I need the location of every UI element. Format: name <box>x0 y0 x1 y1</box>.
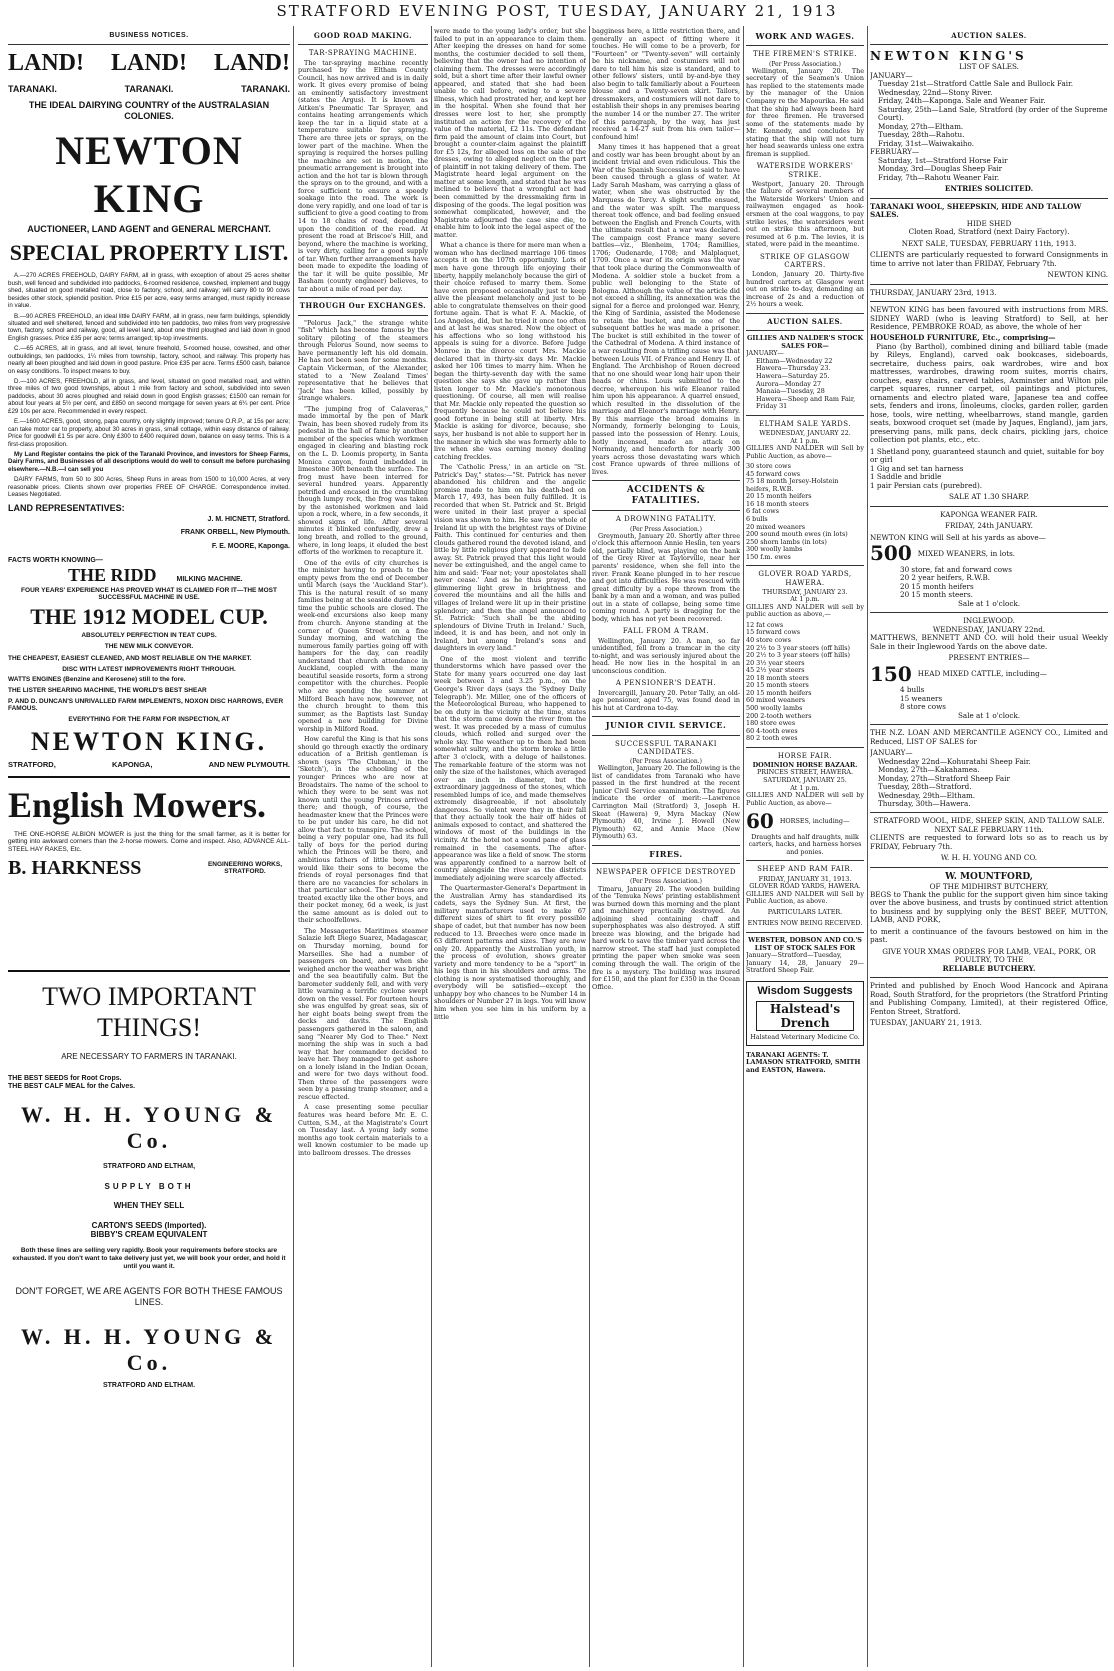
article-paragraph: Many times it has happened that a great and costly war has been brought about by an incident trivial and even ridiculous. This the War of the Spanish Succession is said to have been caused through a glass of water. At Lady Sarah Masham, was carrying a glass of water, when she was obstructed by the Marquess de Torcy. A slight scuffle ensued, and the water was spilt. The marquess thereat took offence, and bad feeling ensued between the English and French Courts, with the ultimate result that a war was declared. The campaign cost France many severe battles—viz., Blenheim, 1704; Ramillies, 1706; Oudenarde, 1708; and Malplaquet, 1709. Once a war of its origin was the war that took place during the Commonwealth of Modena. A soldier stole a bucket from a public well belonging to the State of Bologna. Although the value of the article did not exceed a shilling, its annexation was the signal for a fierce and prolonged war. Henry, the King of Sardinia, assisted the Modenese to retain the bucket, and in one of the subsequent battles he was made a prisoner. The bucket is still exhibited in the tower of the Cathedral of Modena. A third instance of a war resulting from a trifling cause was that between Louis VII. of France and Henry II. of England. The Archbishop of Rouen decreed that no one should wear long hair upon their heads or chins. Louis submitted to the decree, whereupon his wife Eleanor railed him upon his appearance. A quarrel ensued, which resulted in the dissolution of the marriage and Eleanor's marriage with Henry. By this marriage the broad domains in Normandy, formerly belonging to Louis, passed into the possession of Henry. Louis, hotly incensed, made an attack on Normandy, and henceforth for nearly 300 years across those devastating wars which cost France upwards of three millions of lives. <box>592 143 740 476</box>
when-they-sell: WHEN THEY SELL <box>113 1201 185 1211</box>
carton: CARTON'S SEEDS (Imported). <box>91 1220 207 1230</box>
two-things-sub: ARE NECESSARY TO FARMERS IN TARANAKI. <box>61 1051 237 1061</box>
land-register: My Land Register contains the pick of the Taranaki Province, and investors for Sheep Farms, Dairy Farms, and Businesses of all descriptions would do well to consult me before purchasing elsewhere.—N.B.—I can sell you <box>8 450 290 473</box>
list-item: 250 shorn lambs (in lots) <box>746 537 827 546</box>
yard-title: ELTHAM SALE YARDS. <box>758 419 852 428</box>
article-paragraph: Timaru, January 20. The wooden building of the 'Temuka News' printing establishment was burned down this morning and the plant and machinery practically destroyed. An adjoining shed containing chaff and superphosphates was also destroyed. A stiff breeze was blowing, and the brigade had hard work to save the timber yard across the narrow street. The staff had just completed printing the paper when smoke was seen coming through the wall. The origin of the fire is a mystery. The building was insured for £150, and the plant for £350 in the Ocean Office. <box>592 884 740 991</box>
young-location-2: STRATFORD AND ELTHAM. <box>102 1381 196 1389</box>
list-item: 20 3½ year steers <box>746 658 805 667</box>
press-credit: (Per Press Association.) <box>630 525 702 533</box>
list-item: Aurora—Monday 27 <box>756 379 822 388</box>
everything: EVERYTHING FOR THE FARM FOR INSPECTION, AT <box>68 716 230 724</box>
list-item: Wednesday 22nd—Kohuratahi Sheep Fair. <box>878 756 1031 766</box>
sale-date: WEDNESDAY, JANUARY 22. <box>759 428 851 437</box>
article-paragraph: A case presenting some peculiar features was heard before Mr. E. C. Cutten, S.M., at the Magistrate's Court on Tuesday last. A young lady some months ago took certain materials to a well known costumier to be made up into ballroom dresses. The dresses <box>298 1103 428 1157</box>
mowers-title: English Mowers. <box>8 785 267 826</box>
article-subtitle: A DROWNING FATALITY. <box>615 515 717 524</box>
horses-count: 60 <box>746 809 774 834</box>
bibby: BIBBY'S CREAM EQUIVALENT <box>90 1230 208 1240</box>
halstead-title: Halstead's Drench <box>756 1001 854 1031</box>
list-item: Friday, 7th—Rahotu Weaner Fair. <box>878 172 1000 182</box>
month-label: JANUARY— <box>870 70 913 80</box>
taranaki-line: TARANAKI. TARANAKI. TARANAKI. <box>8 83 290 94</box>
agents: TARANAKI AGENTS: T. LAMASON STRATFORD, SMITH and EASTON, Hawera. <box>746 1050 861 1074</box>
auction-notice: GILLIES AND NALDER will Sell by Public Auction, as above. <box>746 889 864 906</box>
list-item: 60 4-tooth ewes <box>746 726 798 735</box>
list-item: 30 store cows <box>746 462 791 471</box>
list-item: Hawera—Sheep and Ram Fair, Friday 31 <box>756 394 856 411</box>
article-title: THROUGH Our EXCHANGES. <box>299 301 427 311</box>
list-item: Tuesday, 28th—Stratford. <box>878 782 972 792</box>
lot: 1 Shetland pony, guaranteed staunch and quiet, suitable for boy or girl <box>870 446 1105 465</box>
column-accidents <box>592 28 740 1665</box>
street: PRINCES STREET, HAWERA. <box>757 768 853 777</box>
list-item: 20 15 month heifers <box>746 492 812 501</box>
duncan: P. AND D. DUNCAN'S UNRIVALLED FARM IMPLEMENTS, NOXON DISC HARROWS, EVER FAMOUS. <box>8 697 284 713</box>
list-item: 75 18 month Jersey-Holstein heifers, R.W.B. <box>746 477 839 493</box>
list-of-sales: LIST OF SALES. <box>959 62 1019 72</box>
wool-title: STRATFORD WOOL, HIDE, SHEEP SKIN, AND TALLOW SALE. <box>873 816 1105 826</box>
weaners-count: 500 <box>870 541 912 566</box>
rep: J. M. HICNETT, Stratford. <box>207 516 290 524</box>
signature: W. H. H. YOUNG AND CO. <box>940 853 1038 863</box>
supply-both: SUPPLY BOTH <box>104 1181 194 1191</box>
cheapest: THE CHEAPEST, EASIEST CLEANED, AND MOST RELIABLE ON THE MARKET. <box>8 655 252 663</box>
list-item: 6 bulls <box>746 514 768 523</box>
gillies-heading: GILLIES AND NALDER'S STOCK SALES FOR— <box>746 334 864 350</box>
auction-notice: GILLIES AND NALDER will sell by Public Auction, as above— <box>746 791 864 807</box>
column-rule <box>431 26 432 1667</box>
list-item: Tuesday, 28th—Rahotu. <box>878 130 965 140</box>
facts-heading: FACTS WORTH KNOWING— <box>8 557 103 565</box>
fair-title: KAPONGA WEANER FAIR. <box>940 509 1038 519</box>
article-subtitle: A PENSIONER'S DEATH. <box>615 679 717 688</box>
webster: WEBSTER, DOBSON AND CO.'S LIST OF STOCK SALES FOR <box>748 935 862 952</box>
furniture-title: HOUSEHOLD FURNITURE, Etc., comprising— <box>870 333 1056 343</box>
month-label: JANUARY— <box>870 748 913 758</box>
milk-conveyor: THE NEW MILK CONVEYOR. <box>104 643 194 651</box>
horses-label: HORSES, including— <box>779 817 850 826</box>
list-item: Monday, 3rd—Douglas Sheep Fair <box>878 164 1003 174</box>
mountford: W. MOUNTFORD, <box>945 871 1033 882</box>
draughts: Draughts and half draughts, milk carters, hacks, and harness horses and ponies. <box>748 832 862 856</box>
list-item: 80 2 tooth ewes <box>746 734 798 743</box>
xmas: GIVE YOUR XMAS ORDERS FOR LAMB, VEAL, PORK, OR POULTRY, TO THE <box>882 946 1096 965</box>
lot: 1 Saddle and bridle <box>870 472 942 482</box>
entries-solicited: ENTRIES SOLICITED. <box>944 184 1034 194</box>
article-subtitle: STRIKE OF GLASGOW CARTERS. <box>759 252 850 269</box>
list-item: Friday, 31st—Waiwakaiho. <box>878 138 975 148</box>
merit: to merit a continuance of the favours bestowed on him in the past. <box>870 926 1108 945</box>
month-label: JANUARY— <box>746 349 784 358</box>
list-item: 15 weaners <box>900 693 943 703</box>
sale-time: At 1 p.m. <box>790 436 820 445</box>
article-paragraph: Wellington, January 20. The following is the list of candidates from Taranaki who have passed in the first hundred at the recent Junior Civil Service examination. The figures indicate the order of merit:—Lawrence Carrington Mail (Stratford) 3, Joseph H. Skeat (Hawera) 9, Myra Mackay (New Plymouth) 40, Irvine J. Howell (New Plymouth) 62, and Annie Mace (New Plymouth) 63. <box>592 764 740 841</box>
list-item: 20 mixed weaners <box>746 522 806 531</box>
imprint-date: TUESDAY, JANUARY 21, 1913. <box>870 1018 982 1028</box>
list-title: SPECIAL PROPERTY LIST. <box>9 240 289 266</box>
ridd-subtitle: MILKING MACHINE. <box>176 576 243 584</box>
nz-loan: THE N.Z. LOAN AND MERCANTILE AGENCY CO., Limited and Reduced, LIST OF SALES for <box>870 728 1108 746</box>
press-credit: (Per Press Association.) <box>630 758 702 766</box>
sale-time: Sale at 1 o'clock. <box>958 598 1020 608</box>
article-paragraph: What a chance is there for mere man when a woman who has declined marriage 106 times accepts it on the 107th opportunity. Lots of men have gone through life enjoying their liberty, happily melancholy because the girl of their choice refused to marry them. Some have even proposed occasionally just to keep alive the pleasant melancholy and just to be able to congratulate themselves on their good fortune again. That is what F. A. Mackie, of Los Angeles, did, but he tried it once too often and at last he was snared. Now the object of his affections who so long withstood his appeals is suing for a divorce. Before Judge Monroe in the divorce court Mrs. Mackie declared that in thirty-six days Mr. Mackie asked her 106 times to marry him. When he began the thirty-seventh day with the same question she says she gave up rather than listen longer to Mr. Mackie's monotonous questioning. Of course, all men will realise that Mr. Mackie only repeated the question so frequently because he could not believe his good fortune in being still at liberty. Mrs. Mackie is asking for divorce, because, she says, her husband is not able to support her in the manner in which she was formerly able to live when she was earning money dealing catching freckles. <box>434 241 586 461</box>
sale-date: FRIDAY, 24th JANUARY. <box>945 521 1033 531</box>
list-item: 20 2 year heifers, R.W.B. <box>900 573 991 583</box>
firm-subtitle: AUCTIONEER, LAND AGENT and GENERAL MERCHANT. <box>27 223 271 234</box>
article-paragraph: Wellington, January 20. A man, so far unidentified, fell from a tramcar in the city to-night, and was seriously injured about the head. He now lies in the hospital in an unconscious condition. <box>592 636 740 675</box>
ridd-claim: FOUR YEARS' EXPERIENCE HAS PROVED WHAT IS CLAIMED FOR IT—THE MOST SUCCESSFUL MACHINE IN USE. <box>21 586 277 602</box>
furniture-list: Piano (by Barthol), combined dining and billiard table (made by Rileys, England), carved oak bookcases, sideboards, secretaire, duchess pairs, oak wardrobes, wire and box mattresses, wardrobes, drawing room suites, morris chairs, couches, easy chairs, carved tables, Axminster and Wilton pile carpet squares, runner carpet, oil paintings and pictures, ornaments and electro plated ware, Japanese tea and coffee sets, fenders and irons, linoleums, clocks, garden roller, garden hose, tools, wire netting, wheelbarrows, stand mangle, garden seats, boxwood croquet set (made by Jaques, England), jam jars, preserving pans, milk pans, deck chairs, pickling jars, choice collection pot plants, etc., etc. <box>870 341 1108 445</box>
lot: 1 Gig and set tan harness <box>870 463 964 473</box>
list-item: 12 fat cows <box>746 620 784 629</box>
section-heading: AUCTION SALES. <box>951 31 1027 40</box>
list-item: Monday, 27th—Kakahamea. <box>878 765 980 775</box>
auction-notice: GILLIES AND NALDER will sell by public auction as above,— <box>746 602 864 619</box>
list-item: 4 bulls <box>900 685 925 695</box>
lines-text: Both these lines are selling very rapidly. Book your requirements before stocks are exhausted. If you don't want to take delivery just yet, we will book your order, and hold it until you want it. <box>12 1247 286 1270</box>
list-item: 15 forward cows <box>746 628 801 637</box>
list-item: 16 18 month steers <box>746 499 809 508</box>
sales-list <box>746 358 864 411</box>
article-subtitle: FALL FROM A TRAM. <box>622 627 710 636</box>
stock-list <box>870 686 1108 711</box>
instructions: NEWTON KING has been favoured with instructions from MRS. SIDNEY WARD (who is leaving Stratford) to Sell, at her Residence, PEMBROKE ROAD, as above, the whole of her <box>870 305 1108 331</box>
list-item: Eltham—Wednesday 22 <box>756 356 833 365</box>
article-paragraph: "Pelorus Jack," the strange white "fish" which has become famous by the solitary piloting of the steamers through Pelorus Sound, now seems to have permanently left his old domain. He has not been seen for some months. Captain Vickerman, of the Alexander, stated to a 'New Zealand Times' representative that he believes that 'Jack' has been killed, possibly by strange whalers. <box>298 318 428 403</box>
tagline: THE IDEAL DAIRYING COUNTRY of the AUSTRALASIAN COLONIES. <box>28 100 270 121</box>
bazaar: DOMINION HORSE BAZAAR. <box>752 760 858 769</box>
list-item: Friday, 24th—Kaponga. Sale and Weaner Fair. <box>878 96 1046 106</box>
list-item: 300 woolly lambs <box>746 545 803 554</box>
list-item: 500 woolly lambs <box>746 703 803 712</box>
list-item: Hawera—Thursday 23. <box>756 364 831 373</box>
wool-title: TARANAKI WOOL, SHEEPSKIN, HIDE AND TALLOW SALES. <box>870 201 1082 220</box>
cloten-road: Cloten Road, Stratford (next Dairy Factory). <box>908 227 1070 237</box>
column-rule <box>743 26 744 1667</box>
cattle-count: 150 <box>870 661 912 686</box>
list-item: 20 2½ to 3 year steers (off hills) <box>746 651 850 660</box>
masthead: STRATFORD EVENING POST, TUESDAY, JANUARY 21, 1913 <box>276 2 838 20</box>
harkness: B. HARKNESS <box>8 856 142 879</box>
clients-notice: CLIENTS are particularly requested to forward Consignments in time to arrive not later than FRIDAY, February 7th. <box>870 250 1108 268</box>
list-item: 200 2-tooth wethers <box>746 711 812 720</box>
list-item: Wednesday, 22nd—Stony River. <box>878 87 993 97</box>
list-item: 6 fat cows <box>746 507 780 516</box>
list-item: 45 2½ year steers <box>746 666 805 675</box>
article-paragraph: Greymouth, January 20. Shortly after three o'clock this afternoon Annie Heslin, ten years old, partially blind, was playing on the bank of the Grey River at Taylorville, near her parents' residence, when she fell into the river. Frank Keane plunged in to her rescue and got into difficulties. He was rescued with great difficulty by a rope thrown from the bank by a man and a woman, and was pulled out in a state of collapse, being some time coming round. A party is dragging for the body, which has not yet been recovered. <box>592 531 740 623</box>
article-subtitle: THE FIREMEN'S STRIKE. <box>752 50 858 59</box>
list-item: 60 mixed weaners <box>746 696 806 705</box>
sale-date: THURSDAY, JANUARY 23. <box>762 587 848 596</box>
article-paragraph: The Quartermaster-General's Department in the Australian Army has standardised its cadets, says the Sydney Sun. At first, the military manufacturers used to make 67 different sizes of shirt to fit every possible shape of cadet, but that number has now been reduced to 13. Breeches were once made in 63 different patterns and sizes. They are now only 20. Apparently the Australian youth, in the process of evolution, shows greater variety and more tendency to be a "sport" in his legs than in his shoulders and arms. The clothing is now systematised thoroughly, and everybody will be satisfied—except the unhappy boy who chances to be Number 14 in shoulders or Number 27 in legs. You will know him when you see him in his uniform by a little <box>434 884 586 1021</box>
weaners-label: MIXED WEANERS, in lots. <box>917 548 1016 558</box>
list-item: 20 15 month heifers <box>746 688 812 697</box>
list-item: 20 15 month steers <box>746 681 809 690</box>
article-paragraph: Wellington, January 20. The secretary of the Seamen's Union has replied to the statements made by the manager of the Union Company re the Mapourika. He said that the ship had always been hard for three firemen. He traversed some of the statements made by Mr. Kennedy, and concludes by stating that the ship will not turn her head seawards unless one extra fireman is supplied. <box>746 66 864 158</box>
stock-list <box>746 463 864 561</box>
article-title: WORK AND WAGES. <box>755 31 855 41</box>
young-title-2: W. H. H. YOUNG & Co. <box>20 1323 278 1375</box>
article-title: ACCIDENTS & FATALITIES. <box>626 485 706 506</box>
article-paragraph: The tar-spraying machine recently purchased by the Eltham County Council, has now arrived and is in daily work. It gives every promise of being an eminently satisfactory investment (states the Argus). It is known as Aitken's Pneumatic Tar Sprayer, and contains heating arrangements which keep the tar in a liquid state at a temperature suitable for spraying. There are three jets or sprays, on the lower part of the machine. When the spraying is required the horses pulling the machine are set in motion, the pneumatic arrangement is brought into action and the hot tar is blown through the sprays on to the ground, and with a force sufficient to ensure a speedy soakage into the road. The work is done very rapidly, and one load of tar is sufficient to give a good coating to from 14 to 18 chains of road, depending upon the condition of the road. At present the road at Briscoe's Hill, and beyond, where the machine is working, is very dirty, calling for a good supply of tar. When further arrangements have been made to expedite the loading of the tar it will be quite possible, Mr Basham (county engineer) believes, to tar about a mile of road per day. <box>298 58 428 293</box>
article-paragraph: "The jumping frog of Calaveras," made immortal by the pen of Mark Twain, has been shoved rudely from its pedestal in the hall of fame by another member of the species which workmen engaged in clearing and blasting rock on the L. D. Loomis property, in Santa Monica canyon, found imbedded in limestone 30ft beneath the surface. The frog must have been interred for several hundred years. Apparently petrified and encased in the crumbling though lumpy rock, the frog was taken by the astonished workmen and laid upon a rock, where, in a few seconds, it showed signs of life. After several minutes it blinked confusedly, drew a long breath, and rolled to the ground, where, in long leaps, it eluded the best efforts of the workmen to recapture it. <box>298 404 428 557</box>
young-location: STRATFORD AND ELTHAM, <box>102 1163 196 1171</box>
list-item: 20 15 month steers. <box>900 590 973 600</box>
article-paragraph: One of the most violent and terrific thunderstorms which have passed over the State for many years occurred one day last week between 3 and 3.25 p.m., on the George's River days (says the 'Sydney Daily Telegraph'). Mr. Miller, one of the officers of the Meteorological Bureau, who happened to be on duty in the vicinity at the time, states that the storm came down the river from the west. It was preceded by a mass of cumulus clouds, which rolled and surged over the whole sky. The weather up to then had been somewhat sultry, and the storm broke a little after 3 o'clock, with a deluge of hailstones. The remarkable feature of the storm was not only the size of the hailstones, which averaged over an inch in diameter, but the extraordinary jaggedness of the stones, which resembled lumps of ice, and made themselves extremely disagreeable, if not absolutely dangerous. So violent were they in their fall that they actually took the hair off hides of animals exposed to contact, and shattered the windows of most of the buildings in the vicinity. At the hotel not a sound pane of glass remained in the casements. The after-appearance was like a field of snow. The storm was apparently confined to a narrow belt of country alongside the river as the districts immediately adjoining were scarcely affected. <box>434 654 586 882</box>
stock-list <box>746 622 864 743</box>
cup-subtitle: ABSOLUTELY PERFECTION IN TEAT CUPS. <box>81 631 217 639</box>
sale-time: SALE AT 1.30 SHARP. <box>948 492 1030 502</box>
list-item: Saturday, 1st—Stratford Horse Fair <box>878 155 1008 165</box>
cup-title: THE 1912 MODEL CUP. <box>30 603 268 629</box>
article-subtitle: NEWSPAPER OFFICE DESTROYED <box>595 868 737 877</box>
property-listing: E.—1600 ACRES, good, strong, papa country, only slightly improved; tenure O.R.P., at 15s per acre; can take motor car to property, about 30 acres in grass, small cottage, within easy distance of railway. Price for goodwill £1 5s per acre. Only £300 to £400 required down, balance on easy terms. This is a first-class proposition. <box>8 418 290 448</box>
list-item: Tuesday 21st—Stratford Cattle Sale and Bullock Fair. <box>878 79 1073 89</box>
property-listing: C.—65 ACRES, all in grass, and all level, tenure freehold, 5-roomed house, cowshed, and other outbuildings, ten paddocks, 1¼ miles from township, factory, school, and railway. This property has nearly all been ploughed and laid down in good pasture. Price £35 per acre. Terms £500 cash, balance on easy conditions. To inspect means to buy. <box>8 345 290 375</box>
sale-date: WEDNESDAY, JANUARY 22nd. <box>932 624 1046 634</box>
next-sale: NEXT SALE, TUESDAY, FEBRUARY 11th, 1913. <box>901 238 1077 248</box>
midhirst: OF THE MIDHIRST BUTCHERY, <box>929 881 1049 891</box>
article-subtitle: SUCCESSFUL TARANAKI CANDIDATES. <box>615 739 717 756</box>
land-headline: LAND! LAND! LAND! <box>8 50 290 77</box>
list-item: Hawera—Saturday 25. <box>756 371 830 380</box>
ridd-title: THE RIDD <box>68 565 157 586</box>
column-road-making <box>298 28 428 1665</box>
section-heading: AUCTION SALES. <box>767 316 843 326</box>
column-business-notices <box>8 28 290 1665</box>
sale-time: Sale at 1 o'clock. <box>958 710 1020 720</box>
article-paragraph: Invercargill, January 20. Peter Tally, an old-age pensioner, aged 75, was found dead in his hut at Cardrona to-day. <box>592 688 740 712</box>
press-credit: (Per Press Association.) <box>769 60 841 68</box>
article-paragraph: London, January 20. Thirty-five hundred carters at Glasgow went out on strike to-day, demanding an increase of 2s and a reduction of 2½ hours a week. <box>746 270 864 309</box>
yard-title: HORSE FAIR. <box>777 751 833 760</box>
article-paragraph: How careful the King is that his sons should go through exactly the ordinary education of a British gentleman is shown (says 'The Clubman,' in the 'Sketch'), in the schooling of the younger Princes who are now at Broadstairs. The name of the school to which they were to be sent was not known until the young Princes arrived there; and though, of course, the headmaster knew that the Princes were to be put under his care, he did not allow that fact to transpire. The school, being a very popular one, had its full tally of boys for the period during which the Princes will be there, and ambitious fathers of little boys, who would like their sons to become the friends of royal personages find that there are no vacancies for scholars in that particular school. The Princes are treated exactly like the other boys, and their pocket money, 6d a week, is just the same amount as is doled out to their schoolfellows. <box>298 735 428 925</box>
dairy-farms: DAIRY FARMS, from 50 to 300 Acres, Sheep Runs in areas from 1500 to 10,000 Acres, at very reasonable prices. Clients shown over properties FREE OF CHARGE. Correspondence invited. Leases Negotiated. <box>8 476 290 499</box>
harkness-sub: ENGINEERING WORKS, STRATFORD. <box>207 860 283 876</box>
article-subtitle: TAR-SPRAYING MACHINE. <box>308 49 418 58</box>
list-item: Monday, 27th—Stratford Sheep Fair <box>878 773 1010 783</box>
watts: WATTS ENGINES (Benzine and Kerosene) still to the fore. <box>8 676 186 684</box>
auction-notice: GILLIES AND NALDER will Sell by Public Auction, as above— <box>746 444 864 460</box>
list-item: 20 15 month heifers <box>900 581 974 591</box>
list-item: 20 18 month steers <box>746 673 809 682</box>
imprint: Printed and published by Enoch Wood Hancock and Apirana Road, South Stratford, for the proprietors (the Stratford Printing and Publishing Company, Limited), at their registered Office, Fenton Street, Stratford. <box>870 981 1108 1016</box>
press-credit: (Per Press Association.) <box>630 878 702 886</box>
list-item: 180 store ewes <box>746 719 796 728</box>
list-item: 30 store, fat and forward cows <box>900 564 1012 574</box>
sale-time: At 1 p.m. <box>790 595 820 604</box>
calf: THE BEST CALF MEAL for the Calves. <box>8 1083 136 1091</box>
list-item: Monday, 27th—Eltham. <box>878 121 964 131</box>
month-label: FEBRUARY— <box>870 147 920 157</box>
young-title: W. H. H. YOUNG & Co. <box>20 1101 278 1153</box>
article-subtitle: WATERSIDE WORKERS' STRIKE. <box>756 162 854 179</box>
particulars: PARTICULARS LATER. <box>767 907 843 916</box>
sale-date: FRIDAY, JANUARY 31, 1913. <box>758 874 852 883</box>
matthews: MATTHEWS, BENNETT AND CO. will hold their usual Weekly Sale in their Inglewood Yards on the above date. <box>870 633 1108 651</box>
sale-date: THURSDAY, JANUARY 23rd, 1913. <box>870 287 997 297</box>
list-item: Wednesday, 29th—Eltham. <box>878 790 976 800</box>
lot: 1 pair Persian cats (purebred). <box>870 480 983 490</box>
next-sale: NEXT SALE FEBRUARY 11th. <box>934 824 1044 834</box>
halstead-sub: Halstead Veterinary Medicine Co. <box>750 1033 860 1041</box>
article-paragraph: Westport, January 20. Through the failure of several members of the Waterside Workers' Union and railwaymen engaged as hook-ersmen at the coal waggons, to pay strike levies, the watersiders went out on strike this afternoon, but resumed at 6 p.m. The levies, it is stated, were paid in the meantime. <box>746 179 864 249</box>
lister: THE LISTER SHEARING MACHINE, THE WORLD'S BEST SHEAR <box>8 687 207 695</box>
list-item: 45 forward cows <box>746 469 801 478</box>
list-item: 20 2½ to 3 year steers (off hills) <box>746 643 850 652</box>
rep: FRANK ORBELL, New Plymouth. <box>180 529 290 537</box>
nk-heading: NEWTON KING'S <box>870 49 1027 64</box>
signature: NEWTON KING. <box>1047 270 1108 280</box>
begs: BEGS to Thank the public for the support given him since taking over the above business, and trusts by continued strict attention to business and by supplying only the BEST BEEF, MUTTON, LAMB, AND PORK, <box>870 889 1108 925</box>
two-things: TWO IMPORTANT THINGS! <box>42 982 256 1042</box>
sale-time: At 1 p.m. <box>790 783 820 792</box>
present-entries: PRESENT ENTRIES— <box>948 653 1030 663</box>
rep: F. E. MOORE, Kaponga. <box>211 542 290 550</box>
list-item: Manaia—Tuesday, 28 <box>756 387 825 396</box>
yard-title: SHEEP AND RAM FAIR. <box>757 865 853 874</box>
newton-king-sig: NEWTON KING. <box>30 726 268 756</box>
article-paragraph: The Messageries Maritimes steamer Salazie left Diego Suarez, Madagascar, on Thursday morning, bound for Marseilles. She had a number of passengers on board, and when she weighed anchor the weather was bright and the sea beautifully calm. But the barometer suddenly fell, and with very little warning a terrific cyclone swept down on the vessel. For fourteen hours she was engulfed by great seas, six of her eight boats being swept from the decks and davits. The English passengers gathered in the saloon, and sang "Nearer My God to Thee." Next morning the ship was in such a bad way that her commander decided to leave her. They managed to get ashore on a lonely island in the Indian Ocean, and were for two days without food. Then three of the passengers were seen by a passing tramp steamer, and a rescue effected. <box>298 926 428 1101</box>
section-heading: BUSINESS NOTICES. <box>109 32 189 39</box>
list-item: 40 store cows <box>746 636 791 645</box>
seeds: THE BEST SEEDS for Root Crops. <box>8 1075 122 1083</box>
halstead-advert <box>746 981 864 1046</box>
sales-list <box>870 80 1108 148</box>
dont-forget: DON'T FORGET, WE ARE AGENTS FOR BOTH THESE FAMOUS LINES. <box>15 1286 283 1308</box>
article-title: JUNIOR CIVIL SERVICE. <box>605 720 727 731</box>
latest: DISC WITH LATEST IMPROVEMENTS RIGHT THROUGH. <box>62 665 236 673</box>
column-work-wages <box>746 28 864 1665</box>
stock-list <box>870 566 1108 600</box>
list-item: 150 f.m. ewes <box>746 552 791 561</box>
sales-list <box>870 157 1108 182</box>
property-listing: D.—100 ACRES, FREEHOLD, all in grass, and level, situated on good metalled road, and within three miles of two good townships, about 1 mile from factory and school, subdivided into seven paddocks, about 30 acres ploughed and relaid down in good English grasses; £1500 can remain for about four years at 5½ per cent, and £850 on second mortgage for seven years at 6¼ per cent. Price £29 10s per acre. Recommended in every respect. <box>8 378 290 415</box>
article-paragraph: The 'Catholic Press,' in an article on "St. Patrick's Day," states:—"St. Patrick has never abandoned his children and the angelic promise made to him on his death-bed on March 17, 493, has been fully fulfilled. It is recorded that when St. Patrick and St. Brigid were united in their last prayer a special vision was shown to him. He saw the whole of Ireland lit up with the brightest rays of Divine Faith. This continued for centuries and then clouds gathered round the devoted island, and little by little religious glory appeared to fade away. St. Patrick prayed that this light would never be extinguished, and the angel came to him and said: 'Fear not; your apostolates shall never cease.' And as he thus prayed, the glimmering light grew in brightness and covered the mountains and all the hills and villages of Ireland were lit up in their pristine splendour; and then the angel announced to St. Patrick: 'Such shall be the abiding splendours of Divine Truth in Ireland.' Such, indeed, it is and has been, and not only in Ireland, but among Ireland's sons and daughters in every land." <box>434 463 586 653</box>
wisdom-title: Wisdom Suggests <box>757 984 853 997</box>
article-title: FIRES. <box>649 848 683 859</box>
reliable: RELIABLE BUTCHERY. <box>942 963 1036 973</box>
towns: STRATFORD, KAPONGA, AND NEW PLYMOUTH. <box>8 760 290 770</box>
list-item: 200 sound mouth ewes (in lots) <box>746 530 848 539</box>
hide-shed: HIDE SHED <box>966 218 1012 228</box>
clients-notice: CLIENTS are requested to forward lots so as to reach us by FRIDAY, February 7th. <box>870 833 1108 851</box>
fair-title: INGLEWOOD. <box>963 616 1015 626</box>
article-paragraph: bagginess here, a little restriction there, and generally an aspect of fitting where it touches. He will come to be a proverb, for "Fourteen" or "Twenty-seven" will certainly be his nickname, and costumiers will not dare to tell him his size is standard, and to other fellows' sisters, until by-and-bye they also begin to talk familiarly about a Fourteen blouse and a Twenty-seven skirt. Tailors, dressmakers, and costumiers will not dare to establish their shops in any premises bearing the number 14 or the number 27. The writer of this paragraph, by the way, has just received a 14-27 suit from his own tailor—confound him! <box>592 28 740 141</box>
entries: ENTRIES NOW BEING RECEIVED. <box>747 919 863 928</box>
webster-dates: January—Stratford—Tuesday, January 14, 28, January 29—Stratford Sheep Fair. <box>746 951 864 975</box>
article-title: GOOD ROAD MAKING. <box>313 31 413 40</box>
article-paragraph: were made to the young lady's order, but she failed to put in an appearance to claim them. After keeping the dresses on hand for some months, the costumier decided to sell them, believing that the owner had no intention of claiming them. The dresses were accordingly sold, but a short time after their lawful owner appeared, and stated that she had been unable to call before, owing to a severe illness, which had prostrated her, and kept her in the hospital. When she found that her dresses were lost to her, she promptly instituted an action for the recovery of the value of the material, £2 11s. The defendant firm paid the amount of claim into Court, but brought a counter-claim against the plaintiff for £5 12s, for alleged loss on the sale of the dresses, owing to alleged neglect on the part of plaintiff in not taking delivery of them. The Magistrate heard legal argument on the matter at some length, and stated that he was inclined to believe that a wrongful act had been committed by the dressmaking firm in disposing of the goods. The legal position was somewhat complicated, however, and the Magistrate adjourned the case sine die, to enable him to look into the legal aspect of the matter. <box>434 28 586 239</box>
sale-date: SATURDAY, JANUARY 25. <box>763 776 847 785</box>
column-auction-sales <box>870 28 1108 1665</box>
list-item: Thursday, 30th—Hawera. <box>878 798 971 808</box>
column-rule <box>867 26 868 1667</box>
yard-name: GLOVER ROAD YARDS, HAWERA. <box>749 882 861 891</box>
list-item: Saturday, 25th—Land Sale, Stratford (by order of the Supreme Court). <box>878 104 1108 123</box>
mowers-text: THE ONE-HORSE ALBION MOWER is just the thing for the small farmer, as it is better for getting into awkward corners than the 2-horse mowers. Come and inspect. Also, ADVANCE ALL-STEEL HAY RAKES, Etc. <box>8 830 290 854</box>
property-listing: A.—270 ACRES FREEHOLD, DAIRY FARM, all in grass, with exception of about 25 acres shelter bush, well fenced and subdivided into paddocks, 6-roomed residence, cowshed, implement and buggy shed, situated on good metalled road, close to factory, school, and railway; will carry 80 to 90 cows besides other stock, splendid position. Price £15 per acre, easy terms arranged, must rapidly increase in value. <box>8 272 290 310</box>
column-exchanges-cont <box>434 28 586 1665</box>
reps-title: LAND REPRESENTATIVES: <box>8 502 125 513</box>
article-paragraph: One of the evils of city churches is the minister having to preach to the empty pews from the end of December until March (says the 'Auckland Star'). This is the natural result of so many families being at the seaside during the time the public schools are closed. The week-end excursions also keep many from church. Anyone standing at the corner of Queen Street on a fine Sunday morning, and watching the numerous family parties going off with hampers for the day, can readily understand that church attendance in Auckland, coupled with the many beautiful seaside resorts, form a strong competitor with the churches. People who are spending the summer at Milford Beach have now, however, not the church brought to them this summer, as the Baptists last Sunday opened a new building for Divine worship in Milford Road. <box>298 558 428 733</box>
yard-title: GLOVER ROAD YARDS, HAWERA. <box>758 570 852 587</box>
column-rule <box>293 26 294 1667</box>
firm-name: NEWTON KING <box>55 128 243 221</box>
list-item: 8 store cows <box>900 702 946 712</box>
column-rule <box>589 26 590 1667</box>
property-listing: B.—90 ACRES FREEHOLD, an ideal little DAIRY FARM, all in grass, new farm buildings, splendidly situated and well sheltered, fenced and subdivided into ten paddocks, two miles from very progressive town, factory, school and railway, good, all level land, about one third ploughed and laid down in good English grasses. Price £35 per acre; terms arranged; tip-top investments. <box>8 312 290 342</box>
nk-yards: NEWTON KING will Sell at his yards as above— <box>870 532 1046 542</box>
sales-list <box>870 758 1108 809</box>
cattle-label: HEAD MIXED CATTLE, including— <box>917 669 1047 679</box>
